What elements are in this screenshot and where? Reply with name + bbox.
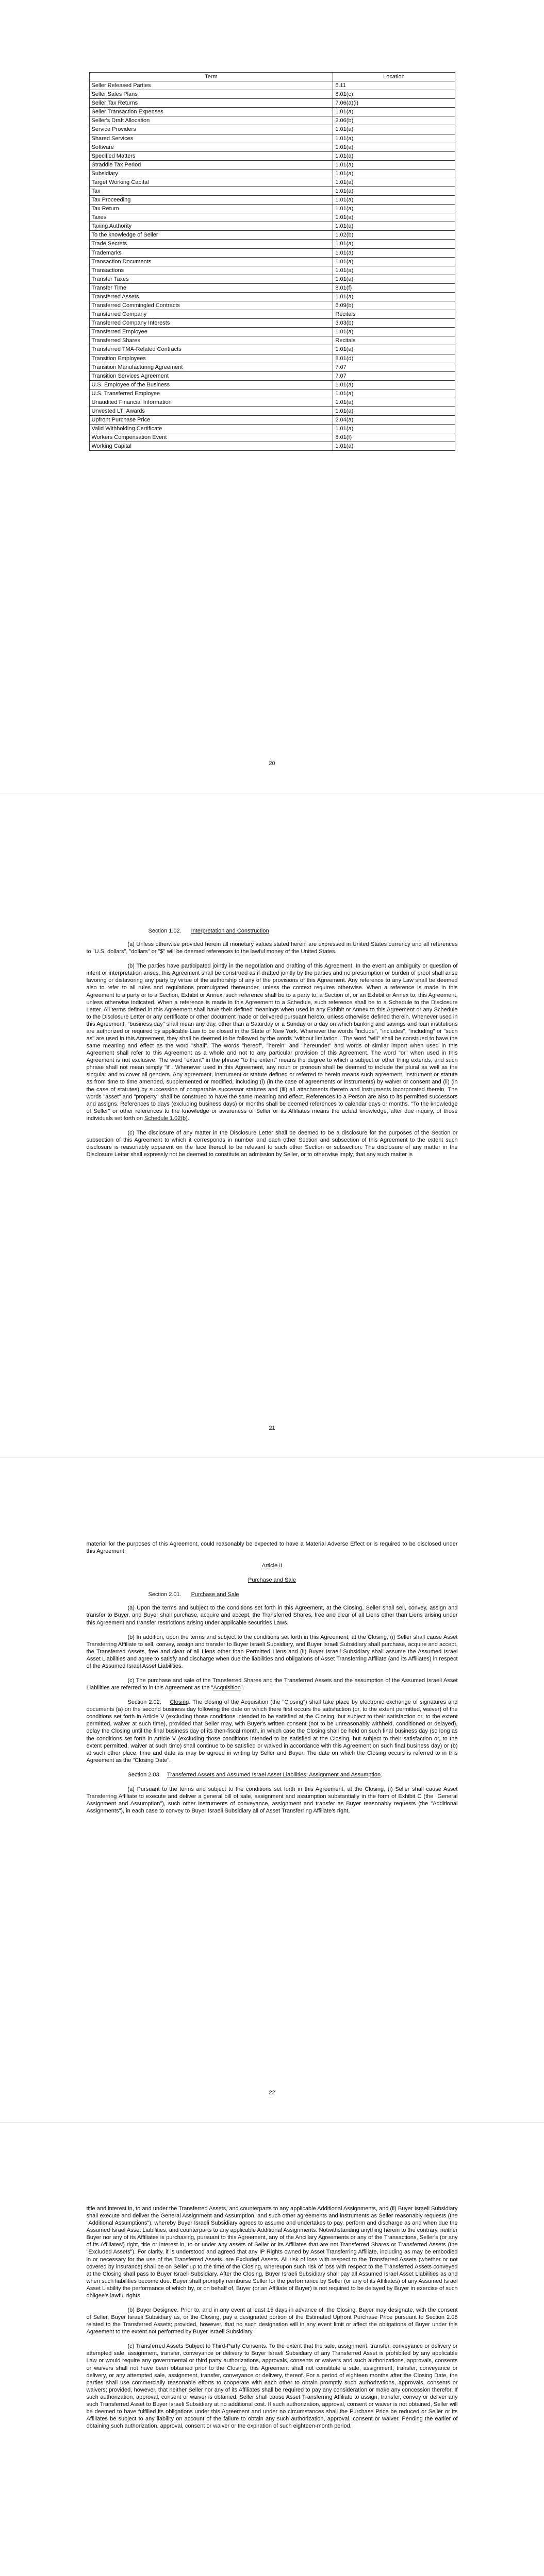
section-number: Section 2.01. xyxy=(148,1591,182,1598)
table-row xyxy=(89,151,455,160)
term-cell: Transition Employees xyxy=(89,354,333,363)
table-row xyxy=(89,231,455,240)
location-cell: 1.01(a) xyxy=(333,406,455,415)
section-number: Section 1.02. xyxy=(148,928,182,934)
term-cell: U.S. Transferred Employee xyxy=(89,389,333,398)
term-cell: Transfer Time xyxy=(89,283,333,292)
location-cell: 1.01(a) xyxy=(333,389,455,398)
table-row xyxy=(89,90,455,99)
section-1-02 xyxy=(87,927,458,1158)
table-row xyxy=(89,187,455,196)
paragraph-c: (c) The disclosure of any matter in the Disclosure Letter shall be deemed to be a disclosure for the purposes of the Section or subsection of this Agreement to which it corresponds in number and each other Section and subsection of this Agreement to the extent such disclosure is reasonably apparent on the face thereof to be relevant to such other Section or subsection. The disclosure of any matter in the Disclosure Letter shall expressly not be deemed to constitute an admission by Seller, or to otherwise imply, that any such matter is xyxy=(86,1129,458,1158)
term-cell: Transaction Documents xyxy=(89,257,333,266)
term-cell: U.S. Employee of the Business xyxy=(89,380,333,389)
page-23 xyxy=(0,2123,544,2576)
term-column-header: Term xyxy=(89,73,333,81)
term-cell: Subsidiary xyxy=(89,169,333,178)
table-row xyxy=(89,354,455,363)
term-cell: Taxing Authority xyxy=(89,222,333,231)
table-row xyxy=(89,178,455,187)
location-cell: 8.01(d) xyxy=(333,354,455,363)
section-2-03-continued xyxy=(87,2205,458,2430)
section-title: Closing xyxy=(170,1699,189,1706)
term-cell: Transferred Shares xyxy=(89,336,333,345)
location-cell: 7.07 xyxy=(333,363,455,371)
table-row xyxy=(89,380,455,389)
table-row xyxy=(89,328,455,336)
location-cell: 3.03(b) xyxy=(333,319,455,328)
term-cell: Specified Matters xyxy=(89,151,333,160)
term-cell: Workers Compensation Event xyxy=(89,433,333,442)
location-cell: 1.01(a) xyxy=(333,134,455,143)
term-cell: Transactions xyxy=(89,266,333,275)
location-cell: 1.01(a) xyxy=(333,151,455,160)
term-cell: Seller Sales Plans xyxy=(89,90,333,99)
location-cell: 1.01(a) xyxy=(333,160,455,169)
location-cell: 1.01(a) xyxy=(333,275,455,283)
table-row xyxy=(89,143,455,151)
section-2-02 xyxy=(87,1699,458,1764)
table-row xyxy=(89,425,455,433)
term-cell: Straddle Tax Period xyxy=(89,160,333,169)
term-cell: Transfer Taxes xyxy=(89,275,333,283)
page-20 xyxy=(0,0,544,793)
page-number: 20 xyxy=(269,760,275,767)
location-cell: 1.01(a) xyxy=(333,187,455,196)
location-cell: 1.01(a) xyxy=(333,213,455,222)
table-row xyxy=(89,433,455,442)
table-row xyxy=(89,222,455,231)
section-2-01-c-end: ". xyxy=(240,1685,244,1691)
location-cell: Recitals xyxy=(333,336,455,345)
article-heading: Article II xyxy=(261,1563,283,1569)
location-cell: 1.01(a) xyxy=(333,222,455,231)
paragraph-c-continued: material for the purposes of this Agreement, could reasonably be expected to have a Material Adverse Effect or is required to be disclosed under this Agreement. xyxy=(86,1541,458,1555)
table-row xyxy=(89,213,455,222)
table-row xyxy=(89,160,455,169)
section-2-03-b: (b) Buyer Designee. Prior to, and in any event at least 15 days in advance of, the Closing, Buyer may designate, with the consent of Seller, Buyer Israeli Subsidiary as, or the Closing, pay a designated portion of the Estimated Upfront Purchase Price pursuant to Section 2.05 related to the Transferred Assets; provided, however, that no such designation will in any event limit or affect the obligations of Buyer under this Agreement to the extent not performed by Buyer Israeli Subsidiary. xyxy=(86,2307,458,2335)
section-title: Purchase and Sale xyxy=(191,1591,239,1598)
term-cell: Tax Return xyxy=(89,205,333,213)
term-cell: Trade Secrets xyxy=(89,240,333,248)
table-row xyxy=(89,283,455,292)
location-cell: 1.01(a) xyxy=(333,143,455,151)
term-cell: Unvested LTI Awards xyxy=(89,406,333,415)
location-cell: 1.01(a) xyxy=(333,328,455,336)
section-number: Section 2.02. xyxy=(127,1699,161,1706)
term-cell: Transferred Company Interests xyxy=(89,319,333,328)
location-cell: 1.01(a) xyxy=(333,196,455,205)
term-cell: Seller Released Parties xyxy=(89,81,333,90)
table-row xyxy=(89,275,455,283)
table-row xyxy=(89,363,455,371)
table-row xyxy=(89,169,455,178)
term-cell: Service Providers xyxy=(89,125,333,134)
defined-terms-body xyxy=(89,81,455,451)
location-cell: 2.06(b) xyxy=(333,116,455,125)
table-row xyxy=(89,257,455,266)
table-row xyxy=(89,398,455,406)
section-number: Section 2.03. xyxy=(127,1771,161,1778)
article-subheading: Purchase and Sale xyxy=(248,1577,296,1584)
table-row xyxy=(89,389,455,398)
table-row xyxy=(89,108,455,116)
section-2-03-c: (c) Transferred Assets Subject to Third-Party Consents. To the extent that the sale, assignment, transfer, conveyance or delivery or attempted sale, assignment, transfer, conveyance or delivery to Buyer Israeli Subsidiary of any Transferred Asset is prohibited by any applicable Law or would require any governmental or third party authorizations, approvals, consents or waivers and such authorizations, approvals, consents or waivers shall not have been obtained prior to the Closing, this Agreement shall not constitute a sale, assignment, transfer, conveyance or delivery, or any attempted sale, assignment, transfer, conveyance or delivery, thereof. For a period of eighteen months after the Closing Date, the parties shall use commercially reasonable efforts to cooperate with each other to obtain promptly such authorizations, approvals, consents or waivers; provided, however, that neither Seller nor any of its Affiliates shall be required to pay any consideration or make any concession therefor. If such authorization, approval, consent or waiver is obtained, Seller shall cause Asset Transferring Affiliate to assign, transfer, convey or deliver any such Transferred Asset to Buyer Israeli Subsidiary at no additional cost. If such authorization, approval, consent or waiver is not obtained, Seller will be deemed to have fulfilled its obligations under this Agreement and under no circumstances shall the Purchase Price be reduced or Seller or its Affiliates be subject to any liability on account of the failure to obtain any such authorization, approval, consent or waiver. Pending the earlier of obtaining such authorization, approval, consent or waiver or the expiration of such eighteen-month period, xyxy=(86,2343,458,2430)
term-cell: Transferred Commingled Contracts xyxy=(89,301,333,310)
term-cell: Unaudited Financial Information xyxy=(89,398,333,406)
table-row xyxy=(89,99,455,108)
location-cell: 1.01(a) xyxy=(333,292,455,301)
term-cell: Transition Services Agreement xyxy=(89,371,333,380)
location-cell: 8.01(c) xyxy=(333,90,455,99)
location-cell: 1.01(a) xyxy=(333,248,455,257)
term-cell: Target Working Capital xyxy=(89,178,333,187)
table-row xyxy=(89,371,455,380)
table-row xyxy=(89,266,455,275)
section-2-01-b: (b) In addition, upon the terms and subject to the conditions set forth in this Agreement, at the Closing, (i) Seller shall cause Asset Transferring Affiliate to sell, convey, assign and transfer to Buyer Israeli Subsidiary, and Buyer Israeli Subsidiary shall purchase, acquire and accept, the Transferred Assets, free and clear of all Liens other than Permitted Liens and (ii) Buyer Israeli Subsidiary shall assume the Assumed Israel Asset Liabilities and agree to satisfy and discharge when due the liabilities and obligations of Asset Transferring Affiliate (and its Affiliates) in respect of the Assumed Israel Asset Liabilities. xyxy=(86,1634,458,1669)
section-heading xyxy=(87,927,458,935)
table-row xyxy=(89,301,455,310)
term-cell: Trademarks xyxy=(89,248,333,257)
article-2 xyxy=(87,1540,458,1815)
table-row xyxy=(89,248,455,257)
table-row xyxy=(89,196,455,205)
term-cell: To the knowledge of Seller xyxy=(89,231,333,240)
location-cell: 1.01(a) xyxy=(333,380,455,389)
location-cell: 8.01(f) xyxy=(333,433,455,442)
term-cell: Seller's Draft Allocation xyxy=(89,116,333,125)
table-row xyxy=(89,81,455,90)
location-cell: 6.09(b) xyxy=(333,301,455,310)
location-cell: 1.01(a) xyxy=(333,425,455,433)
section-2-02-text: . The closing of the Acquisition (the "Closing") shall take place by electronic exchange of signatures and documents (a) on the second business day following the date on which there first occurs the satisfaction (or, to the extent permitted, waiver) of the conditions set forth in Article V (excluding those conditions intended to be satisfied at the Closing, but subject to their satisfaction or, to the extent permitted, waiver at such time), provided that Seller may, with Buyer's written consent (not to be unreasonably withheld, conditioned or delayed), delay the Closing until the final business day of its then-fiscal month, in which case the Closing shall be held on such final business day (so long as the conditions set forth in Article V (excluding those conditions intended to be satisfied at the Closing, but subject to their satisfaction or, to the extent permitted, waiver at such time) shall continue to be satisfied or waived in accordance with this Agreement on such final business day) or (b) at such other place, time and date as may be agreed in writing by Seller and Buyer. The date on which the Closing occurs is referred to in this Agreement as the "Closing Date". xyxy=(86,1699,458,1764)
table-row xyxy=(89,240,455,248)
page-number: 21 xyxy=(269,1425,275,1431)
location-cell: 8.01(f) xyxy=(333,283,455,292)
term-cell: Seller Transaction Expenses xyxy=(89,108,333,116)
page-22 xyxy=(0,1458,544,2123)
term-cell: Transferred TMA-Related Contracts xyxy=(89,345,333,354)
term-cell: Tax xyxy=(89,187,333,196)
location-column-header: Location xyxy=(333,73,455,81)
term-cell: Seller Tax Returns xyxy=(89,99,333,108)
table-row xyxy=(89,406,455,415)
section-2-03-heading: Section 2.03. Transferred Assets and Assumed Israel Asset Liabilities; Assignment and Assumption. xyxy=(127,1771,383,1778)
term-cell: Transition Manufacturing Agreement xyxy=(89,363,333,371)
term-cell: Transferred Assets xyxy=(89,292,333,301)
paragraph-b-text: (b) The parties have participated jointly in the negotiation and drafting of this Agreement. In the event an ambiguity or question of intent or interpretation arises, this Agreement shall be construed as if drafted jointly by the parties and no presumption or burden of proof shall arise favoring or disfavoring any party by virtue of the authorship of any of the provisions of this Agreement. Any reference to any Law shall be deemed also to refer to all rules and regulations promulgated thereunder, unless the context requires otherwise. When a reference is made in this Agreement to a party or to a Section, Exhibit or Annex, such reference shall be to a party to, a Section of, or an Exhibit or Annex to, this Agreement, unless otherwise indicated. When a reference is made in this Agreement to a Schedule, such reference shall be to a Schedule to the Disclosure Letter. All terms defined in this Agreement shall have their defined meanings when used in any Exhibit or Annex to this Agreement or any Schedule to the Disclosure Letter or any certificate or other document made or delivered pursuant hereto, unless otherwise defined therein. Whenever used in this Agreement, "business day" shall mean any day, other than a Saturday or a Sunday or a day on which banking and savings and loan institutions are authorized or required by applicable Law to be closed in the State of New York. Whenever the words "include", "includes", "including" or "such as" are used in this Agreement, they shall be deemed to be followed by the words "without limitation". The word "will" shall be construed to have the same meaning and effect as the word "shall". The words "hereof", "herein" and "hereunder" and words of similar import when used in this Agreement shall refer to this Agreement as a whole and not to any particular provision of this Agreement. The word "or" when used in this Agreement is not exclusive. The word "extent" in the phrase "to the extent" means the degree to which a subject or other thing extends, and such phrase shall not mean simply "if". Whenever used in this Agreement, any noun or pronoun shall be deemed to include the plural as well as the singular and to cover all genders. Any agreement, instrument or statute defined or referred to herein means such agreement, instrument or statute as from time to time amended, supplemented or modified, including (i) (in the case of agreements or instruments) by waiver or consent and (ii) (in the case of statutes) by succession of comparable successor statutes and (iii) all attachments thereto and instruments incorporated therein. The words "asset" and "property" shall be construed to have the same meaning and effect. References to a Person are also to its permitted successors and assigns. References to days (excluding business days) or months shall be deemed references to calendar days or months. "To the knowledge of Seller" or other references to the knowledge or awareness of Seller or its Affiliates means the actual knowledge, after due inquiry, of those individuals set forth on xyxy=(86,963,458,1122)
table-row xyxy=(89,116,455,125)
term-cell: Transferred Company xyxy=(89,310,333,319)
location-cell: 1.01(a) xyxy=(333,442,455,451)
location-cell: 1.01(a) xyxy=(333,345,455,354)
location-cell: 1.01(a) xyxy=(333,266,455,275)
term-cell: Taxes xyxy=(89,213,333,222)
term-cell: Valid Withholding Certificate xyxy=(89,425,333,433)
term-cell: Shared Services xyxy=(89,134,333,143)
term-cell: Transferred Employee xyxy=(89,328,333,336)
location-cell: 1.01(a) xyxy=(333,398,455,406)
table-row xyxy=(89,336,455,345)
section-title: Transferred Assets and Assumed Israel Asset Liabilities; Assignment and Assumption xyxy=(167,1771,381,1778)
section-2-01-heading xyxy=(87,1591,458,1598)
location-cell: Recitals xyxy=(333,310,455,319)
table-row xyxy=(89,319,455,328)
section-2-01-c-text: (c) The purchase and sale of the Transferred Shares and the Transferred Assets and the assumption of the Assumed Israeli Asset Liabilities are referred to in this Agreement as the " xyxy=(86,1677,458,1691)
table-row xyxy=(89,416,455,425)
table-header-row xyxy=(89,73,455,81)
defined-terms-table xyxy=(89,72,455,451)
location-cell: 1.01(a) xyxy=(333,125,455,134)
location-cell: 1.02(b) xyxy=(333,231,455,240)
section-title: Interpretation and Construction xyxy=(191,928,269,934)
table-row xyxy=(89,310,455,319)
section-2-01-c xyxy=(87,1677,458,1691)
term-cell: Upfront Purchase Price xyxy=(89,416,333,425)
location-cell: 1.01(a) xyxy=(333,178,455,187)
table-row xyxy=(89,134,455,143)
location-cell: 1.01(a) xyxy=(333,257,455,266)
page-number: 22 xyxy=(269,2089,275,2096)
section-2-03-a: (a) Pursuant to the terms and subject to the conditions set forth in this Agreement, at the Closing, (i) Seller shall cause Asset Transferring Affiliate to execute and deliver a general bill of sale, assignment and assumption substantially in the form of Exhibit C (the "General Assignment and Assumption"), such other instruments of conveyance, assignment and transfer as Buyer reasonably requests (the "Additional Assignments"), in each case to convey to Buyer Israeli Subsidiary all of Asset Transferring Affiliate's right, xyxy=(86,1786,458,1815)
location-cell: 2.04(a) xyxy=(333,416,455,425)
term-cell: Tax Proceeding xyxy=(89,196,333,205)
section-2-01-a: (a) Upon the terms and subject to the conditions set forth in this Agreement, at the Closing, Seller shall sell, convey, assign and transfer to Buyer, and Buyer shall purchase, acquire and accept, the Transferred Shares, free and clear of all Liens other than Liens arising under this Agreement and transfer restrictions arising under applicable securities Laws. xyxy=(86,1605,458,1626)
table-row xyxy=(89,125,455,134)
schedule-reference: Schedule 1.02(b) xyxy=(144,1115,188,1122)
term-cell: Working Capital xyxy=(89,442,333,451)
location-cell: 7.07 xyxy=(333,371,455,380)
table-row xyxy=(89,292,455,301)
paragraph-a: (a) Unless otherwise provided herein all monetary values stated herein are expressed in United States currency and all references to "U.S. dollars", "dollars" or "$" will be deemed references to the lawful money of the United States. xyxy=(86,941,458,955)
location-cell: 7.06(a)(i) xyxy=(333,99,455,108)
term-cell: Software xyxy=(89,143,333,151)
location-cell: 1.01(a) xyxy=(333,108,455,116)
table-row xyxy=(89,442,455,451)
table-row xyxy=(89,345,455,354)
location-cell: 1.01(a) xyxy=(333,205,455,213)
table-row xyxy=(89,205,455,213)
location-cell: 6.11 xyxy=(333,81,455,90)
paragraph-b: (b) The parties have participated jointly in the negotiation and drafting of this Agreement. In the event an ambiguity or question of intent or interpretation arises, this Agreement shall be construed as if drafted jointly by the parties and no presumption or burden of proof shall arise favoring or disfavoring any party by virtue of the authorship of any of the provisions of this Agreement. Any reference to any Law shall be deemed also to refer to all rules and regulations promulgated thereunder, unless the context requires otherwise. When a reference is made in this Agreement to a party or to a Section, Exhibit or Annex, such reference shall be to a party to, a Section of, or an Exhibit or Annex to, this Agreement, unless otherwise indicated. When a reference is made in this Agreement to a Schedule, such reference shall be to a Schedule to the Disclosure Letter. All terms defined in this Agreement shall have their defined meanings when used in any Exhibit or Annex to this Agreement or any Schedule to the Disclosure Letter or any certificate or other document made or delivered pursuant hereto, unless otherwise defined therein. Whenever used in this Agreement, "business day" shall mean any day, other than a Saturday or a Sunday or a day on which banking and savings and loan institutions are authorized or required by applicable Law to be closed in the State of New York. Whenever the words "include", "includes", "including" or "such as" are used in this Agreement, they shall be deemed to be followed by the words "without limitation". The word "will" shall be construed to have the same meaning and effect as the word "shall". The words "hereof", "herein" and "hereunder" and words of similar import when used in this Agreement shall refer to this Agreement as a whole and not to any particular provision of this Agreement. The word "or" when used in this Agreement is not exclusive. The word "extent" in the phrase "to the extent" means the degree to which a subject or other thing extends, and such phrase shall not mean simply "if". Whenever used in this Agreement, any noun or pronoun shall be deemed to include the plural as well as the singular and to cover all genders. Any agreement, instrument or statute defined or referred to herein means such agreement, instrument or statute as from time to time amended, supplemented or modified, including (i) (in the case of agreements or instruments) by waiver or consent and (ii) (in the case of statutes) by succession of comparable successor statutes and (iii) all attachments thereto and instruments incorporated therein. The words "asset" and "property" shall be construed to have the same meaning and effect. References to a Person are also to its permitted successors and assigns. References to days (excluding business days) or months shall be deemed references to calendar days or months. "To the knowledge of Seller" or other references to the knowledge or awareness of Seller or its Affiliates means the actual knowledge, after due inquiry, of those individuals set forth on Schedule 1.02(b). xyxy=(86,963,458,1122)
section-2-03-a-continued: title and interest in, to and under the Transferred Assets, and counterparts to any applicable Additional Assignments, and (ii) Buyer Israeli Subsidiary shall execute and deliver the General Assignment and Assumption, and such other agreements and instruments as Seller reasonably requests (the "Additional Assumptions"), whereby Buyer Israeli Subsidiary agrees to assume and undertakes to pay, perform and discharge as and when due the Assumed Israel Asset Liabilities, and counterparts to any applicable Additional Assignments. Notwithstanding anything herein to the contrary, neither Buyer nor any of its Affiliates is purchasing, pursuant to this Agreement, any of the Ancillary Agreements or any of the Transactions, Seller's (or any of its Affiliates') right, title or interest in, to or under any assets of Seller or its Affiliates that are not Transferred Shares or Transferred Assets (the "Excluded Assets"). For clarity, it is understood and agreed that any IP Rights owned by Asset Transferring Affiliate, including as may be embodied in or necessary for the use of the Transferred Assets, are Excluded Assets. All risk of loss with respect to the Transferred Assets (whether or not covered by insurance) shall be on Seller up to the time of the Closing, whereupon such risk of loss with respect to the Transferred Assets conveyed at the Closing shall pass to Buyer Israeli Subsidiary. After the Closing, Buyer Israeli Subsidiary shall pay all Assumed Israel Asset Liabilities as and when such liabilities become due. Buyer shall promptly reimburse Seller for the performance by Seller (or any of its Affiliates) of any Assumed Israel Asset Liability the performance of which by, or on behalf of, Buyer (or an Affiliate of Buyer) is not required to be delayed by Buyer in exercise of such obligee's lawful rights. xyxy=(86,2206,458,2299)
location-cell: 1.01(a) xyxy=(333,169,455,178)
location-cell: 1.01(a) xyxy=(333,240,455,248)
page-21 xyxy=(0,793,544,1458)
defined-term-acquisition: Acquisition xyxy=(213,1685,241,1691)
